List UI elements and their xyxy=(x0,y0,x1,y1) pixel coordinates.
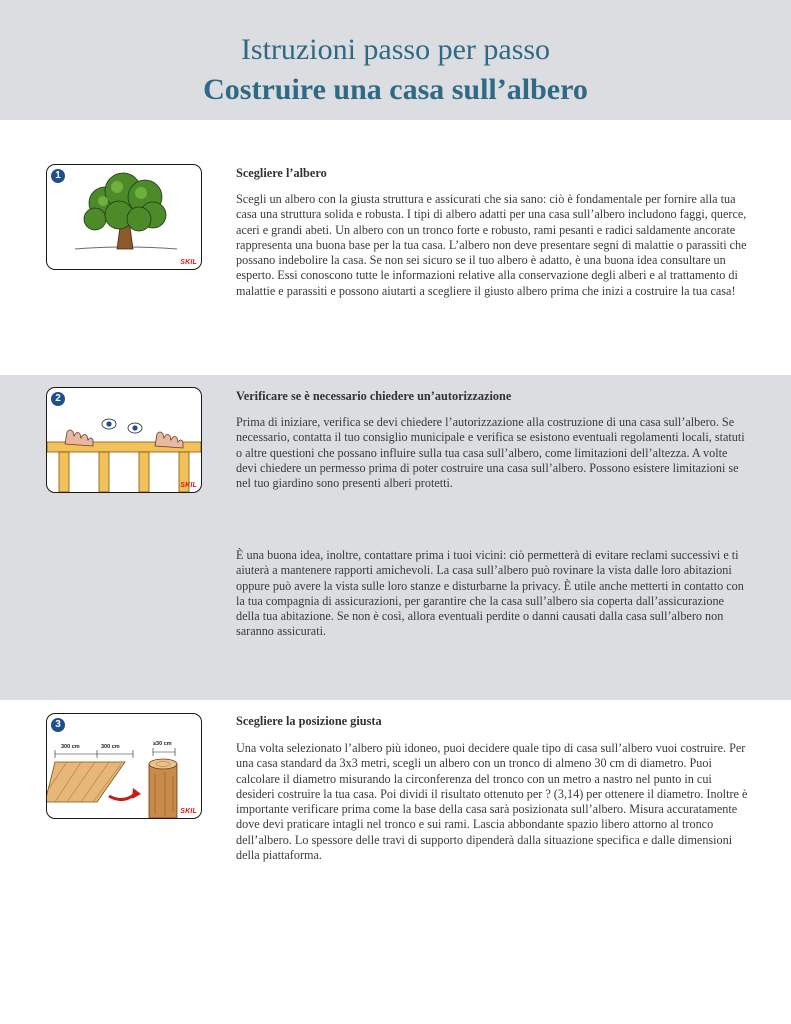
section-3-paragraph: Una volta selezionato l’albero più idoneo, puoi decidere quale tipo di casa sull’albero vuoi costruire. Per una casa standard da 3x3 metri, scegli un albero con un tronco di almeno 30 cm di diametro. Puoi calcolare il diametro misurando la circonferenza del tronco con un metro a nastro nel punto in cui desideri costruire la tua casa. Poi dividi il risultato ottenuto per ? (3,14) per ottenere il diametro. Inoltre è importante verificare prima come la base della casa sarà posizionata sull’albero. Misura accuratamente dove devi praticare intagli nel tronco e sui rami. Lascia abbondante spazio libero attorno al tronco dell’albero. Lo spessore delle travi di supporto dipenderà dalla situazione specifica e dalle dimensioni della piattaforma. xyxy=(236,741,748,863)
brand-logo: SKIL xyxy=(180,808,197,815)
tree-icon xyxy=(47,165,201,269)
dimension-label: ≥30 cm xyxy=(153,741,172,747)
section-1-paragraph: Scegli un albero con la giusta struttura e assicurati che sia sano: ciò è fondamentale per fornire alla tua casa una struttura solida e robusta. I tipi di albero adatti per una casa sull’albero includono faggi, querce, aceri e grandi abeti. Un albero con un tronco forte e robusto, rami pesanti e radici saldamente ancorate rappresenta una buona base per la tua casa. L’albero non deve presentare segni di malattie o parassiti che possano indebolire la casa. Se non sei sicuro se il tuo albero è adatto, è una buona idea consultare un esperto. Essi conoscono tutte le informazioni relative alla conservazione degli alberi e al trattamento di malattie e parassiti e possono aiutarti a scegliere il giusto albero prima che inizi a costruire la tua casa! xyxy=(236,192,747,298)
step-number-badge: 3 xyxy=(51,718,65,732)
brand-logo: SKIL xyxy=(180,482,197,489)
page-header xyxy=(0,0,791,120)
section-2-illustration xyxy=(46,387,202,493)
platform-trunk-icon xyxy=(47,714,201,818)
section-3-illustration xyxy=(46,713,202,819)
section-2-title: Verificare se è necessario chiedere un’autorizzazione xyxy=(236,389,512,403)
page-title: Costruire una casa sull’albero xyxy=(203,73,588,106)
step-number-badge: 2 xyxy=(51,392,65,406)
section-3-title: Scegliere la posizione giusta xyxy=(236,714,382,728)
dimension-label: 300 cm xyxy=(101,744,120,750)
section-2-paragraph-2: È una buona idea, inoltre, contattare prima i tuoi vicini: ciò permetterà di evitare reclami successivi e ti aiuterà a mantenere rapporti amichevoli. La casa sull’albero può rovinare la vista dalle loro abitazioni oppure può avere la vista sulle loro stanze e disturbarne la privacy. È utile anche metterti in contatto con la tua compagnia di assicurazioni, per garantire che la casa sull’albero sia coperta dall’assicurazione della tua abitazione. Se non è così, allora eventuali perdite o danni causati dalla casa sull’albero non saranno assicurati. xyxy=(236,548,744,639)
step-number-badge: 1 xyxy=(51,169,65,183)
section-1-illustration xyxy=(46,164,202,270)
fence-peeking-icon xyxy=(47,388,201,492)
section-2-paragraph-1: Prima di iniziare, verifica se devi chiedere l’autorizzazione alla costruzione di una casa sull’albero. Se necessario, contatta il tuo consiglio municipale e verifica se esistono eventuali regolamenti locali, statuti o altre questioni che possano influire sulla tua casa sull’albero, come limitazioni dell’altezza. A volte devi chiedere un permesso prima di poter costruire una casa sull’albero. Possono esistere limitazioni se nel tuo giardino sono presenti alberi protetti. xyxy=(236,415,745,491)
section-1-title: Scegliere l’albero xyxy=(236,166,327,180)
brand-logo: SKIL xyxy=(180,259,197,266)
page-subtitle: Istruzioni passo per passo xyxy=(240,33,551,66)
dimension-label: 300 cm xyxy=(61,744,80,750)
